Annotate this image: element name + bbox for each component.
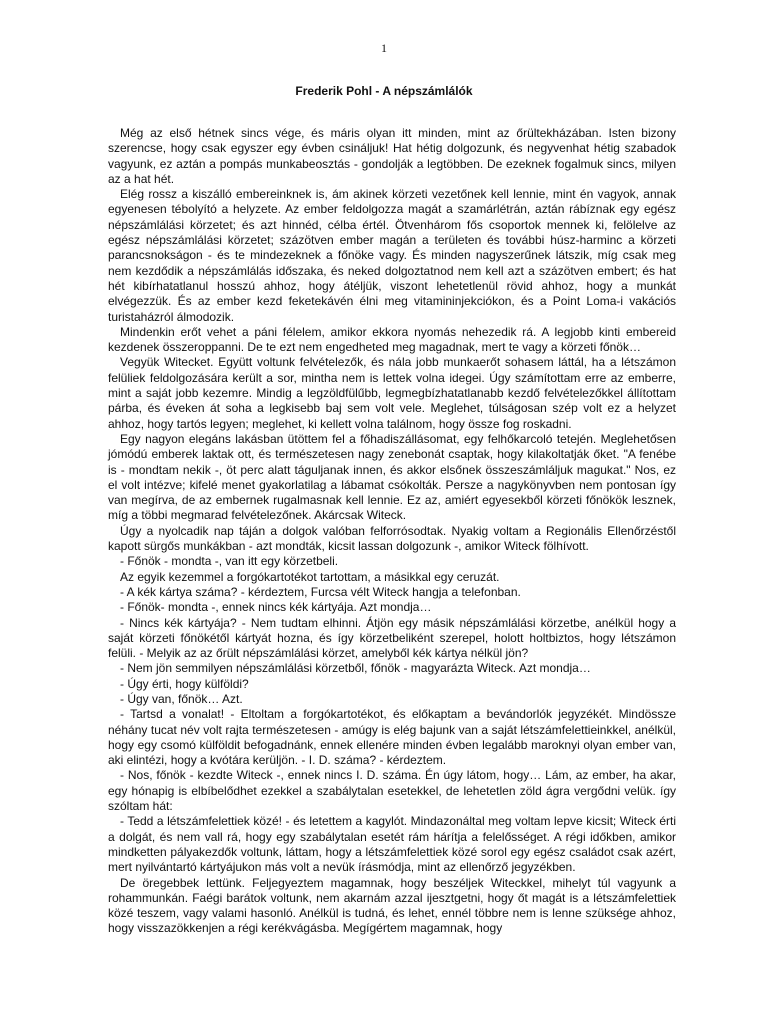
dialogue-line: - A kék kártya száma? - kérdeztem, Furcsa vélt Witeck hangja a telefonban. — [120, 584, 521, 599]
body-text — [108, 126, 676, 937]
dialogue-line: - Úgy érti, hogy külföldi? — [120, 676, 249, 691]
paragraph: Úgy a nyolcadik nap táján a dolgok valóban felforrósodtak. Nyakig voltam a Regionális Ellenőrzéstől kapott sürgős munkákban - azt mondták, kicsit lassan dolgozunk -, amikor Witeck fölhívott. — [108, 523, 676, 554]
paragraph: Mindenkin erőt vehet a páni félelem, amikor ekkora nyomás nehezedik rá. A legjobb kinti embereid kezdenek összeroppanni. De te ezt nem engedheted meg magadnak, mert te vagy a körzeti főnök… — [108, 324, 676, 355]
dialogue-line: - Tedd a létszámfelettiek közé! - és letettem a kagylót. Mindazonáltal meg voltam lepve kicsit; Witeck érti a dolgát, és nem vall rá, hogy egy szabálytalan esetét rám hárítja a felelősséget. A régi időkben, amikor mindketten pályakezdők voltunk, láttam, hogy a létszámfelettiek közé sorol egy egész családot csak azért, mert nyilvántartó kártyájukon más volt a nevük írásmódja, mint az ellenőrző jegyzékben. — [108, 814, 676, 875]
dialogue-line: - Úgy van, főnök… Azt. — [120, 691, 243, 706]
dialogue-line: - Nem jön semmilyen népszámlálási körzetből, főnök - magyarázta Witeck. Azt mondja… — [120, 661, 591, 676]
dialogue-line: - Nincs kék kártyája? - Nem tudtam elhinni. Átjön egy másik népszámlálási körzetbe, anélkül hogy a saját körzeti főnökétől kártyát hozna, és így körzetbeliként szerepel, holott holtbiztos, hogy létszámon felüli. - Melyik az az őrült népszámlálási körzet, amelyből kék kártya nélkül jön? — [108, 615, 676, 661]
paragraph: Vegyük Witecket. Együtt voltunk felvételezők, és nála jobb munkaerőt sohasem láttál, ha a létszámon felüliek feldolgozására került a sor, mintha nem is lettek volna idegei. Úgy számítottam erre az emberre, mint a saját jobb kezemre. Mindig a legzöldfülűbb, legmegbízhatatlanabb kezdő felvételezőkkel állítottam párba, és éveken át soha a legkisebb baj sem volt vele. Meglehet, túlságosan szép volt ez a helyzet ahhoz, hogy tartós legyen; meglehet, ki kellett volna találnom, hogy össze fog roskadni. — [108, 355, 676, 431]
dialogue-line: - Főnök - mondta -, van itt egy körzetbeli. — [120, 554, 339, 569]
document-title: Frederik Pohl - A népszámlálók — [295, 84, 473, 98]
paragraph: Elég rossz a kiszálló embereinknek is, ám akinek körzeti vezetőnek kell lennie, mint én vagyok, annak egyenesen tébolyító a helyzete. Az ember feldolgozza magát a szamárlétrán, aztán rábíznak egy egész népszámlálási körzetet; és azt hinnéd, célba értél. Ötvenhárom fős csoportok mennek ki, felölelve az egész népszámlálási körzetet; százötven ember magán a területen és további húsz-harminc a körzeti parancsnokságon - és te mindezeknek a főnöke vagy. És minden nagyszerűnek látszik, míg csak meg nem kezdődik a népszámlálás időszaka, és neked dolgoztatnod nem kell azt a százötven embert; és hat hét kibírhatatlanul hosszú ahhoz, hogy átéljük, viszont lehetetlenül rövid ahhoz, hogy a munkát elvégezzük. És az ember kezd feketekávén élni meg vitamininjekciókon, és a Point Loma-i vakációs turistaházról álmodozik. — [108, 187, 676, 324]
dialogue-line: - Tartsd a vonalat! - Eltoltam a forgókartotékot, és előkaptam a bevándorlók jegyzékét. Mindössze néhány tucat név volt rajta természetesen - amúgy is elég bajunk van a saját létszámfelettieinkkel, anélkül, hogy egy csomó külföldit befogadnánk, ennek ellenére minden évben legalább maroknyi olyan ember van, aki elintézi, hogy a kvótára kerüljön. - I. D. száma? - kérdeztem. — [108, 707, 676, 768]
dialogue-line: - Főnök- mondta -, ennek nincs kék kártyája. Azt mondja… — [120, 600, 432, 615]
paragraph: Még az első hétnek sincs vége, és máris olyan itt minden, mint az őrültekházában. Isten bizony szerencse, hogy csak egyszer egy évben csináljuk! Hat hétig dolgozunk, és negyvenhat hétig szabadok vagyunk, ez aztán a pompás munkabeosztás - gondolják a legtöbben. De ezeknek fogalmuk sincs, milyen az a hat hét. — [108, 126, 676, 186]
dialogue-line: - Nos, főnök - kezdte Witeck -, ennek nincs I. D. száma. Én úgy látom, hogy… Lám, az ember, ha akar, egy hónapig is elbíbelődhet ezekkel a szabálytalan esetekkel, de lehetetlen zöld ágra vergődni velük. így szóltam hát: — [108, 768, 676, 814]
paragraph: Egy nagyon elegáns lakásban ütöttem fel a főhadiszállásomat, egy felhőkarcoló tetején. Meglehetősen jómódú emberek laktak ott, és természetesen nagy zenebonát csaptak, hogy kilakoltatják őket. "A fenébe is - mondtam nekik -, öt perc alatt táguljanak innen, és akkor elsőnek összeszámláljuk magukat." Nos, ez el volt intézve; kifelé menet gyakorlatilag a lábamat csókolták. Persze a nagykönyvben nem pontosan így van megírva, de az embernek rugalmasnak kell lennie. Ez az, amiért egyesekből körzeti főnökök lesznek, míg a többi megmarad felvételezőnek. Akárcsak Witeck. — [108, 431, 676, 523]
page-number: 1 — [381, 41, 387, 55]
paragraph: De öregebbek lettünk. Feljegyeztem magamnak, hogy beszéljek Witeckkel, mihelyt túl vagyunk a rohammunkán. Faégi barátok voltunk, nem akarnám azzal ijesztgetni, hogy őt magát is a létszámfelettiek közé teszem, vagy valami hasonló. Anélkül is tudná, és lehet, ennél többre nem is lenne szüksége ahhoz, hogy visszazökkenjen a régi kerékvágásba. Megígértem magamnak, hogy — [108, 875, 676, 936]
paragraph: Az egyik kezemmel a forgókartotékot tartottam, a másikkal egy ceruzát. — [120, 569, 500, 584]
